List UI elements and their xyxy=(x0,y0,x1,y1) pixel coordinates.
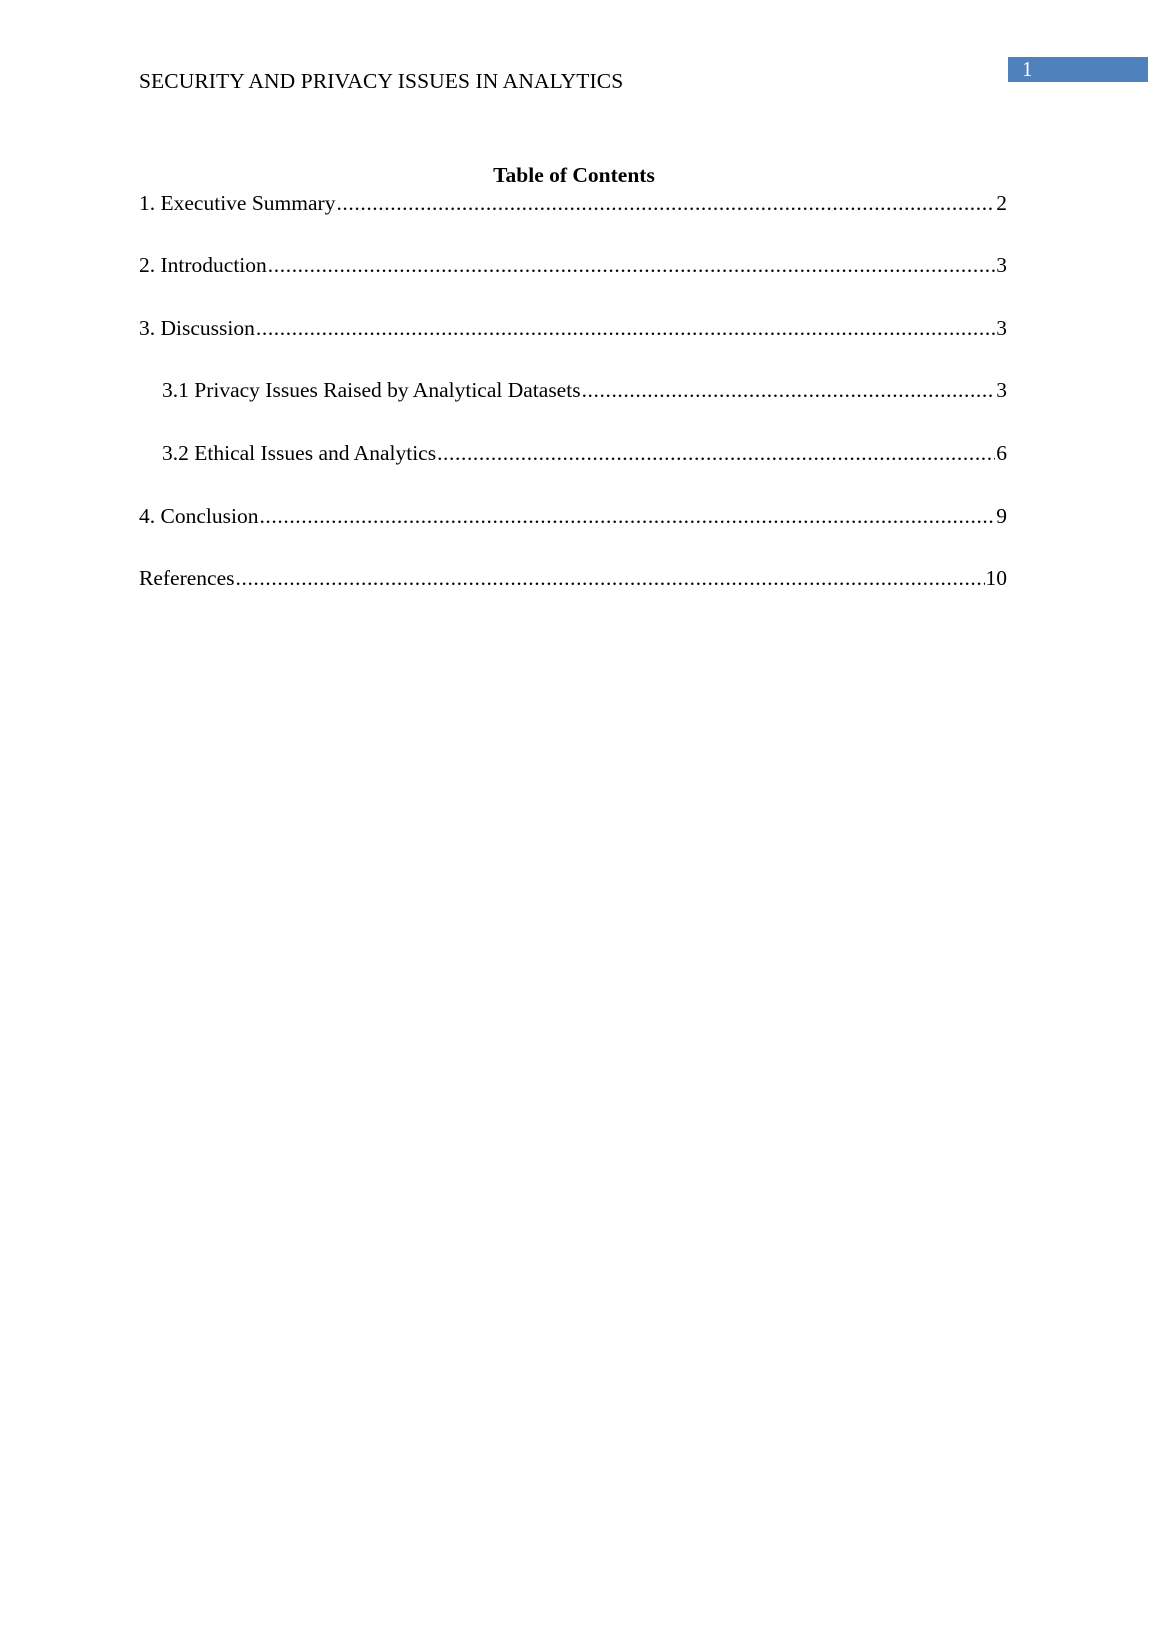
page-number-badge xyxy=(1008,57,1148,82)
toc-dot-leader xyxy=(236,565,985,591)
toc-entry-page: 3 xyxy=(996,378,1007,402)
toc-entry-page: 10 xyxy=(985,566,1007,590)
toc-entry-label: References xyxy=(139,566,235,590)
toc-title: Table of Contents xyxy=(493,163,655,187)
toc-entry-introduction[interactable] xyxy=(139,252,1007,278)
toc-dot-leader xyxy=(582,377,996,403)
toc-entry-label: 4. Conclusion xyxy=(139,504,259,528)
toc-entry-page: 6 xyxy=(996,441,1007,465)
toc-entry-discussion[interactable] xyxy=(139,315,1007,341)
toc-entry-privacy-issues[interactable] xyxy=(162,377,1007,403)
toc-dot-leader xyxy=(336,190,995,216)
toc-entry-label: 3. Discussion xyxy=(139,316,255,340)
toc-entry-label: 1. Executive Summary xyxy=(139,191,336,215)
toc-dot-leader xyxy=(256,315,995,341)
toc-entry-page: 3 xyxy=(996,316,1007,340)
toc-entry-references[interactable] xyxy=(139,565,1007,591)
running-header-title: SECURITY AND PRIVACY ISSUES IN ANALYTICS xyxy=(139,69,624,93)
toc-entry-executive-summary[interactable] xyxy=(139,190,1007,216)
toc-entry-label: 3.1 Privacy Issues Raised by Analytical Datasets xyxy=(162,378,581,402)
toc-entry-page: 3 xyxy=(996,253,1007,277)
toc-entry-page: 9 xyxy=(996,504,1007,528)
toc-entry-label: 2. Introduction xyxy=(139,253,267,277)
toc-entry-page: 2 xyxy=(996,191,1007,215)
toc-dot-leader xyxy=(437,440,995,466)
page-number: 1 xyxy=(1022,57,1033,81)
toc-entry-ethical-issues[interactable] xyxy=(162,440,1007,466)
toc-dot-leader xyxy=(259,503,995,529)
toc-dot-leader xyxy=(268,252,995,278)
toc-entry-conclusion[interactable] xyxy=(139,503,1007,529)
toc-entry-label: 3.2 Ethical Issues and Analytics xyxy=(162,441,437,465)
